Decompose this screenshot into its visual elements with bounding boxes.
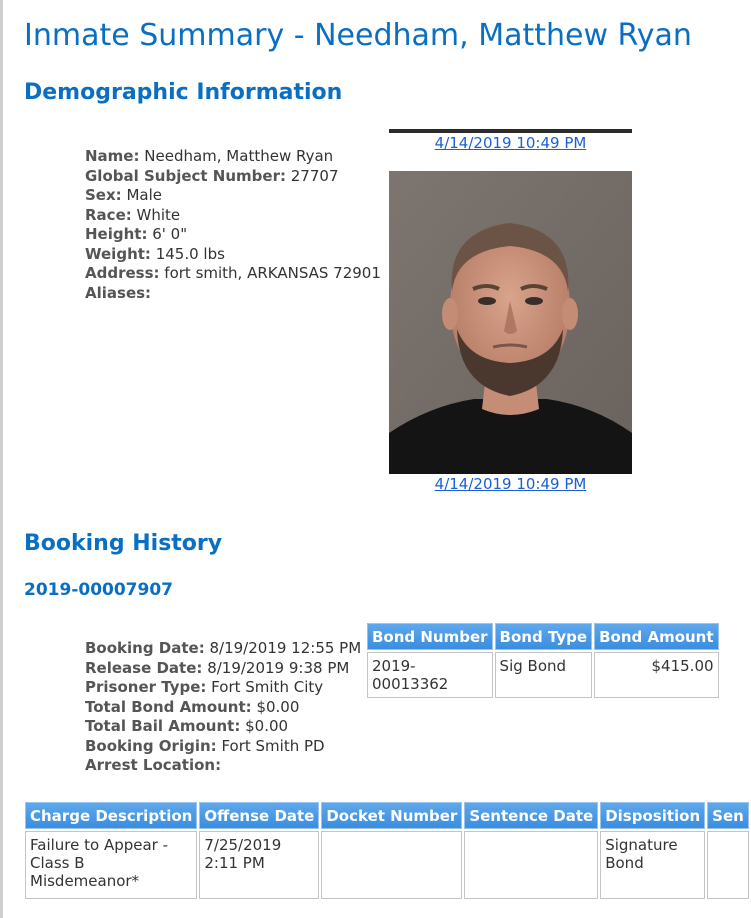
booking-number-heading[interactable]: 2019-00007907 (24, 580, 173, 600)
bond-amount-header[interactable]: Bond Amount (594, 623, 718, 650)
address-value: fort smith, ARKANSAS 72901 (164, 264, 381, 282)
disposition-cell: Signature Bond (600, 831, 705, 899)
release-date-label: Release Date: (85, 658, 203, 677)
booking-origin-row (85, 737, 361, 757)
sentence-date-cell (464, 831, 598, 899)
charge-table-header-row (25, 802, 749, 829)
global-subject-number-row (85, 167, 381, 187)
booking-details (85, 639, 361, 776)
weight-label: Weight: (85, 244, 151, 263)
height-label: Height: (85, 225, 148, 243)
arrest-location-row (85, 756, 361, 776)
page-title: Inmate Summary - Needham, Matthew Ryan (24, 18, 692, 53)
sentence-cell (707, 831, 749, 899)
weight-value: 145.0 lbs (155, 244, 225, 263)
bond-number-cell: 2019-00013362 (367, 652, 493, 698)
release-date-value: 8/19/2019 9:38 PM (207, 658, 350, 677)
table-row (25, 831, 749, 899)
booking-date-label: Booking Date: (85, 639, 205, 657)
arrest-location-label: Arrest Location: (85, 756, 222, 774)
bond-table (365, 621, 721, 700)
address-label: Address: (85, 264, 160, 282)
charge-description-header[interactable]: Charge Description (25, 802, 197, 829)
table-row (367, 652, 719, 698)
sex-value: Male (126, 186, 162, 204)
global-subject-number-label: Global Subject Number: (85, 166, 286, 185)
name-value: Needham, Matthew Ryan (144, 147, 334, 165)
total-bond-amount-label: Total Bond Amount: (85, 697, 252, 716)
booking-origin-label: Booking Origin: (85, 736, 217, 755)
mugshot-photo[interactable] (389, 171, 632, 474)
total-bond-amount-row (85, 698, 361, 718)
disposition-header[interactable]: Disposition (600, 802, 705, 829)
name-label: Name: (85, 147, 140, 165)
page-left-border (0, 0, 3, 918)
total-bail-amount-row (85, 717, 361, 737)
height-row (85, 225, 381, 245)
booking-origin-value: Fort Smith PD (221, 736, 325, 755)
address-row (85, 264, 381, 284)
bond-type-cell: Sig Bond (495, 652, 593, 698)
weight-row (85, 245, 381, 265)
sex-row (85, 186, 381, 206)
aliases-row (85, 284, 381, 304)
charge-table (23, 800, 751, 901)
race-label: Race: (85, 205, 132, 224)
bond-amount-cell: $415.00 (594, 652, 718, 698)
booking-date-row (85, 639, 361, 659)
booking-history-heading: Booking History (24, 531, 223, 556)
offense-date-cell: 7/25/2019 2:11 PM (199, 831, 319, 899)
race-row (85, 206, 381, 226)
sex-label: Sex: (85, 186, 122, 204)
docket-number-cell (321, 831, 462, 899)
booking-date-value: 8/19/2019 12:55 PM (209, 639, 362, 657)
bond-number-header[interactable]: Bond Number (367, 623, 493, 650)
height-value: 6' 0" (152, 225, 188, 243)
demographic-details (85, 147, 381, 303)
charge-description-cell: Failure to Appear - Class B Misdemeanor* (25, 831, 197, 899)
total-bail-amount-label: Total Bail Amount: (85, 717, 241, 735)
aliases-label: Aliases: (85, 283, 152, 302)
total-bond-amount-value: $0.00 (256, 697, 300, 716)
previous-photo-edge (389, 129, 632, 133)
prisoner-type-label: Prisoner Type: (85, 678, 207, 696)
race-value: White (136, 205, 181, 224)
global-subject-number-value: 27707 (290, 166, 339, 185)
demographic-heading: Demographic Information (24, 80, 343, 105)
name-row (85, 147, 381, 167)
photo-date-link-top[interactable]: 4/14/2019 10:49 PM (434, 134, 587, 152)
offense-date-header[interactable]: Offense Date (199, 802, 319, 829)
prisoner-type-row (85, 678, 361, 698)
sentence-header[interactable]: Sen (707, 802, 749, 829)
bond-type-header[interactable]: Bond Type (495, 623, 593, 650)
bond-table-header-row (367, 623, 719, 650)
prisoner-type-value: Fort Smith City (211, 678, 324, 696)
total-bail-amount-value: $0.00 (245, 717, 289, 735)
release-date-row (85, 659, 361, 679)
sentence-date-header[interactable]: Sentence Date (464, 802, 598, 829)
docket-number-header[interactable]: Docket Number (321, 802, 462, 829)
photo-date-link-bottom[interactable]: 4/14/2019 10:49 PM (434, 475, 587, 493)
